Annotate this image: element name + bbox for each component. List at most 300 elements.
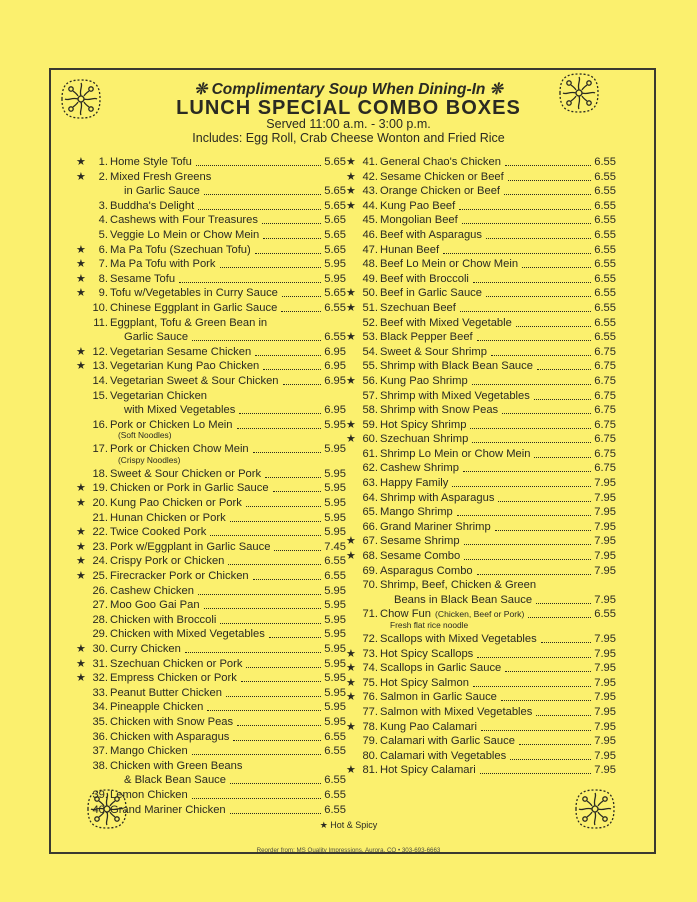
menu-item-price: 7.95 (594, 764, 616, 777)
dot-leader (504, 194, 591, 195)
dot-leader (179, 282, 321, 283)
menu-item-line (76, 403, 346, 418)
menu-item-name: Hunan Beef (380, 243, 440, 256)
menu-item-number: 65. (362, 506, 378, 519)
menu-column-left (76, 155, 346, 817)
menu-item-price: 6.55 (594, 228, 616, 241)
menu-item-price: 5.95 (324, 511, 346, 524)
menu-item-name: Eggplant, Tofu & Green Bean in (110, 316, 268, 329)
dot-leader (265, 477, 321, 478)
menu-item-name: Kung Pao Calamari (380, 720, 478, 733)
menu-item-price: 7.95 (594, 676, 616, 689)
menu-item-number: 63. (362, 477, 378, 490)
menu-item-price: 7.45 (324, 540, 346, 553)
dot-leader (477, 574, 591, 575)
spicy-star-icon: ★ (346, 418, 356, 431)
spicy-star-icon: ★ (346, 433, 356, 446)
menu-item-name: General Chao's Chicken (380, 156, 501, 168)
menu-item-line (76, 773, 346, 788)
dot-leader (460, 311, 591, 312)
menu-item (346, 447, 616, 462)
menu-item-line (346, 228, 616, 243)
menu-item (346, 243, 616, 258)
menu-item-number: 59. (362, 418, 378, 431)
dot-leader (472, 384, 591, 385)
menu-item-line (346, 534, 616, 549)
menu-item-price: 5.95 (324, 672, 346, 685)
menu-item-line (346, 476, 616, 491)
menu-item (76, 199, 346, 214)
menu-item-price: 6.95 (324, 345, 346, 358)
spicy-star-icon: ★ (346, 374, 356, 387)
menu-item (346, 534, 616, 549)
menu-item-price: 6.95 (324, 360, 346, 373)
menu-item-price: 7.95 (594, 477, 616, 490)
dot-leader (486, 296, 591, 297)
menu-item-price: 6.75 (594, 447, 616, 460)
menu-item-name: Asparagus Combo (380, 564, 473, 577)
menu-item-number: 78. (362, 720, 378, 733)
menu-item-number: 21. (92, 511, 108, 524)
menu-item-line (76, 627, 346, 642)
menu-item-price: 5.65 (324, 199, 346, 212)
menu-item-name: Veggie Lo Mein or Chow Mein (110, 228, 260, 241)
menu-item (346, 607, 616, 632)
menu-item-number: 69. (362, 564, 378, 577)
dot-leader (472, 442, 591, 443)
menu-item-name: Calamari with Garlic Sauce (380, 735, 515, 748)
menu-item-line (346, 763, 616, 778)
menu-item-note: (Crispy Noodles) (118, 454, 181, 465)
spicy-star-icon: ★ (346, 691, 356, 704)
menu-item-price: 6.55 (594, 170, 616, 183)
dot-leader (192, 754, 321, 755)
menu-item-line (346, 578, 616, 593)
menu-item (76, 759, 346, 788)
menu-item-number: 39. (92, 788, 108, 801)
menu-item (346, 520, 616, 535)
menu-item (76, 286, 346, 301)
menu-item-price: 6.55 (594, 287, 616, 300)
menu-item-price: 6.55 (324, 745, 346, 758)
menu-item-price: 7.95 (594, 735, 616, 748)
menu-item-line (76, 730, 346, 745)
menu-item-price: 7.95 (594, 593, 616, 606)
subtitle-text: Complimentary Soup When Dining-In (211, 81, 486, 98)
menu-item (76, 584, 346, 599)
menu-item-name: Kung Pao Beef (380, 199, 456, 212)
menu-item-name: Beef with Asparagus (380, 228, 482, 241)
menu-item-price: 6.55 (324, 774, 346, 787)
menu-item-number: 61. (362, 447, 378, 460)
menu-item-price: 6.55 (324, 301, 346, 314)
menu-item-name: Scallops in Garlic Sauce (380, 662, 502, 675)
menu-item-number: 72. (362, 633, 378, 645)
menu-item-number: 5. (98, 228, 108, 241)
menu-item-line (346, 316, 616, 331)
dot-leader (510, 759, 591, 760)
menu-item-qualifier: (Chicken, Beef or Pork) (435, 609, 525, 620)
menu-item-name: Pork or Chicken Chow Mein (110, 443, 249, 456)
spicy-star-icon: ★ (346, 287, 356, 300)
menu-item-price: 6.95 (324, 374, 346, 387)
menu-item-price: 6.55 (594, 272, 616, 285)
menu-item-name: Cashew Chicken (110, 584, 194, 597)
menu-item (346, 647, 616, 662)
menu-item-name: Mango Shrimp (380, 506, 453, 519)
menu-item-price: 6.75 (594, 389, 616, 402)
menu-item (346, 676, 616, 691)
dot-leader (253, 579, 321, 580)
menu-item (76, 257, 346, 272)
dot-leader (233, 740, 321, 741)
menu-item-number: 23. (92, 540, 108, 553)
menu-item-line (76, 228, 346, 243)
menu-item-number: 3. (98, 199, 108, 212)
menu-item-number: 14. (92, 374, 108, 387)
menu-item-price: 5.95 (324, 443, 346, 456)
menu-item-price: 5.95 (324, 272, 346, 285)
menu-item-price: 5.95 (324, 686, 346, 699)
menu-item-price: 5.65 (324, 287, 346, 300)
dot-leader (495, 530, 591, 531)
dot-leader (464, 544, 591, 545)
menu-item-line (76, 374, 346, 389)
menu-item-name: Curry Chicken (110, 643, 181, 655)
menu-item (346, 155, 616, 170)
dot-leader (505, 671, 591, 672)
menu-item (76, 359, 346, 374)
menu-item-line (346, 705, 616, 720)
dot-leader (462, 223, 591, 224)
menu-item-name: Chicken with Broccoli (110, 613, 217, 626)
menu-item-price: 5.95 (324, 599, 346, 612)
dot-leader (246, 667, 321, 668)
menu-item (76, 481, 346, 496)
menu-item-number: 26. (92, 584, 108, 597)
dot-leader (537, 369, 591, 370)
menu-item (346, 763, 616, 778)
dot-leader (473, 282, 591, 283)
menu-item-number: 16. (92, 418, 108, 431)
menu-item-name: Chicken with Snow Peas (110, 715, 234, 728)
dot-leader (269, 637, 321, 638)
spicy-star-icon: ★ (346, 764, 356, 777)
menu-item-name: Black Pepper Beef (380, 331, 473, 344)
menu-item-line (346, 661, 616, 676)
menu-item-line (76, 613, 346, 628)
menu-item-line (76, 715, 346, 730)
menu-item-name: Ma Pa Tofu (Szechuan Tofu) (110, 243, 251, 256)
dot-leader (207, 710, 321, 711)
menu-item (346, 505, 616, 520)
menu-item-number: 32. (92, 672, 108, 685)
dot-leader (226, 696, 321, 697)
menu-item-line (76, 442, 346, 457)
dot-leader (281, 311, 321, 312)
dot-leader (239, 413, 321, 414)
menu-item-name-continued: with Mixed Vegetables (124, 404, 236, 417)
menu-item (346, 734, 616, 749)
menu-item-price: 5.95 (324, 418, 346, 431)
menu-item (346, 661, 616, 676)
asterisk-flower-icon: ❊ (194, 81, 208, 98)
menu-item-name: Scallops with Mixed Vegetables (380, 633, 537, 645)
menu-item-number: 35. (92, 715, 108, 728)
menu-item-name: Beef in Garlic Sauce (380, 287, 482, 300)
menu-item (346, 199, 616, 214)
menu-item-line (76, 803, 346, 818)
menu-item-price: 7.95 (594, 720, 616, 733)
dot-leader (237, 428, 321, 429)
asterisk-flower-icon: ❊ (489, 81, 503, 98)
menu-item-line (76, 272, 346, 287)
menu-item-number: 34. (92, 701, 108, 714)
menu-item-price: 6.55 (324, 331, 346, 344)
menu-item-price: 5.95 (324, 657, 346, 670)
menu-item-line (346, 301, 616, 316)
dot-leader (230, 783, 321, 784)
menu-item (346, 389, 616, 404)
menu-item-price: 6.55 (594, 331, 616, 344)
menu-item-line (346, 491, 616, 506)
menu-item (76, 467, 346, 482)
menu-item-number: 67. (362, 535, 378, 548)
menu-item-line (76, 199, 346, 214)
spicy-star-icon: ★ (346, 550, 356, 563)
menu-item (346, 418, 616, 433)
menu-item-name: Beef Lo Mein or Chow Mein (380, 258, 519, 271)
menu-item (76, 642, 346, 657)
dot-leader (283, 384, 321, 385)
menu-item-line (76, 243, 346, 258)
menu-item-price: 6.95 (324, 404, 346, 417)
menu-item-line (76, 359, 346, 374)
menu-item-note: (Soft Noodles) (118, 430, 172, 441)
menu-item-price: 5.65 (324, 243, 346, 256)
menu-item-price: 6.55 (324, 788, 346, 801)
menu-item-price: 7.95 (594, 647, 616, 660)
menu-item-line (346, 170, 616, 185)
menu-item-line (346, 184, 616, 199)
menu-item (346, 301, 616, 316)
menu-item-line (346, 432, 616, 447)
dot-leader (241, 681, 321, 682)
menu-item-name: Sesame Combo (380, 550, 461, 563)
menu-item-name: Cashews with Four Treasures (110, 214, 258, 227)
menu-item-line (76, 496, 346, 511)
menu-item-number: 74. (362, 662, 378, 675)
spicy-star-icon: ★ (76, 540, 86, 553)
dot-leader (459, 209, 591, 210)
dot-leader (457, 515, 591, 516)
dot-leader (477, 340, 591, 341)
menu-item-name: Calamari with Vegetables (380, 749, 507, 762)
dot-leader (210, 535, 321, 536)
menu-item-price: 6.55 (324, 570, 346, 583)
menu-item (346, 564, 616, 579)
menu-item (76, 170, 346, 199)
dot-leader (263, 238, 321, 239)
menu-item-price: 5.95 (324, 258, 346, 271)
reorder-footer: Reorder from: MS Quality Impressions, Aurora, CO • 303-693-6663 (256, 847, 441, 854)
menu-item-price: 5.95 (324, 526, 346, 539)
menu-item (76, 700, 346, 715)
menu-item-price: 6.55 (594, 608, 616, 621)
menu-item-number: 24. (92, 555, 108, 568)
spicy-star-icon: ★ (76, 643, 86, 655)
menu-item-name: Shrimp with Mixed Vegetables (380, 389, 530, 402)
spicy-star-icon: ★ (346, 535, 356, 548)
menu-item-number: 45. (362, 214, 378, 227)
menu-item-line (346, 690, 616, 705)
dot-leader (452, 486, 591, 487)
menu-item-number: 29. (92, 628, 108, 641)
menu-item (346, 316, 616, 331)
menu-item-name: Sweet & Sour Chicken or Pork (110, 467, 262, 480)
menu-item-number: 9. (98, 287, 108, 300)
menu-item-name: Chow Fun (380, 608, 431, 621)
menu-item-name: Chicken or Pork in Garlic Sauce (110, 482, 269, 495)
spicy-star-icon: ★ (346, 676, 356, 689)
dot-leader (486, 238, 591, 239)
menu-item-name: Twice Cooked Pork (110, 526, 207, 539)
menu-item (346, 184, 616, 199)
dot-leader (237, 725, 321, 726)
menu-item-price: 6.55 (324, 730, 346, 743)
menu-item-name: Sesame Chicken or Beef (380, 170, 504, 183)
menu-item-line (346, 199, 616, 214)
menu-item-name: Empress Chicken or Pork (110, 672, 237, 685)
menu-item-line (346, 389, 616, 404)
menu-item-number: 44. (362, 199, 378, 212)
menu-item-line (346, 749, 616, 764)
menu-item-number: 70. (362, 579, 378, 592)
dot-leader (463, 471, 591, 472)
menu-item-line (346, 359, 616, 374)
menu-item-line (76, 170, 346, 185)
spicy-star-icon: ★ (76, 360, 86, 373)
dot-leader (498, 501, 591, 502)
menu-item-name: Hot Spicy Salmon (380, 676, 469, 689)
menu-item-number: 22. (92, 526, 108, 539)
menu-item (346, 476, 616, 491)
menu-item-line (76, 257, 346, 272)
menu-item-number: 13. (92, 360, 108, 373)
dot-leader (541, 642, 591, 643)
menu-item-name: Tofu w/Vegetables in Curry Sauce (110, 287, 278, 300)
menu-item-price: 6.55 (594, 258, 616, 271)
menu-item (76, 374, 346, 389)
menu-item-line (346, 403, 616, 418)
menu-item-price: 6.55 (594, 243, 616, 256)
dot-leader (528, 617, 591, 618)
menu-item-number: 47. (362, 243, 378, 256)
menu-item (76, 803, 346, 818)
dot-leader (536, 715, 591, 716)
dot-leader (481, 730, 591, 731)
menu-item-number: 1. (98, 156, 108, 168)
menu-item-line (346, 647, 616, 662)
menu-item-price: 7.95 (594, 662, 616, 675)
menu-item-number: 25. (92, 570, 108, 583)
menu-item-name: Chicken with Green Beans (110, 759, 243, 772)
menu-item (76, 511, 346, 526)
menu-item-name: Kung Pao Chicken or Pork (110, 497, 242, 510)
menu-item-number: 27. (92, 599, 108, 612)
menu-item-number: 52. (362, 316, 378, 329)
menu-item-price: 5.95 (324, 467, 346, 480)
menu-item-name: Pineapple Chicken (110, 701, 204, 714)
menu-item (76, 598, 346, 613)
menu-item (346, 213, 616, 228)
dot-leader (519, 744, 591, 745)
menu-item-number: 51. (362, 301, 378, 314)
menu-item (346, 432, 616, 447)
menu-item-price: 6.55 (594, 316, 616, 329)
menu-item-line (76, 213, 346, 228)
menu-item-name: Happy Family (380, 477, 449, 490)
menu-item-name: Hunan Chicken or Pork (110, 511, 226, 524)
spicy-star-icon: ★ (346, 185, 356, 198)
menu-item-line (76, 569, 346, 584)
menu-item-price: 7.95 (594, 564, 616, 577)
menu-item-name: Kung Pao Shrimp (380, 374, 468, 387)
menu-item-price: 5.95 (324, 715, 346, 728)
menu-item-line (346, 607, 616, 622)
menu-item-price: 7.95 (594, 506, 616, 519)
dot-leader (228, 564, 321, 565)
menu-item-number: 55. (362, 360, 378, 373)
menu-item-line (346, 155, 616, 170)
spicy-star-icon: ★ (76, 272, 86, 285)
menu-item (76, 316, 346, 345)
menu-item-line (76, 788, 346, 803)
menu-item (76, 345, 346, 360)
menu-item-price: 6.75 (594, 433, 616, 446)
menu-item-note-line (76, 454, 346, 467)
dot-leader (536, 603, 591, 604)
menu-item-price: 6.55 (594, 301, 616, 314)
menu-item (76, 788, 346, 803)
menu-item (346, 632, 616, 647)
menu-item-number: 12. (92, 345, 108, 358)
menu-item-name: Sesame Tofu (110, 272, 176, 285)
spicy-star-icon: ★ (346, 199, 356, 212)
dot-leader (516, 326, 591, 327)
dot-leader (230, 813, 321, 814)
menu-item (76, 272, 346, 287)
legend-text: Hot & Spicy (330, 820, 378, 830)
menu-item (346, 272, 616, 287)
menu-item-number: 4. (98, 214, 108, 227)
dot-leader (282, 296, 321, 297)
menu-item-line (76, 511, 346, 526)
menu-item-name: Vegetarian Kung Pao Chicken (110, 360, 260, 373)
menu-item-name: Shrimp with Black Bean Sauce (380, 360, 533, 373)
menu-item (76, 418, 346, 443)
menu-item (76, 569, 346, 584)
menu-item-line (346, 593, 616, 608)
dot-leader (443, 253, 591, 254)
dot-leader (505, 165, 591, 166)
menu-item-name: Lemon Chicken (110, 788, 188, 801)
menu-item-number: 38. (92, 759, 108, 772)
menu-item-line (76, 744, 346, 759)
menu-item (76, 496, 346, 511)
menu-item-line (346, 676, 616, 691)
menu-item-name: Cashew Shrimp (380, 462, 459, 475)
